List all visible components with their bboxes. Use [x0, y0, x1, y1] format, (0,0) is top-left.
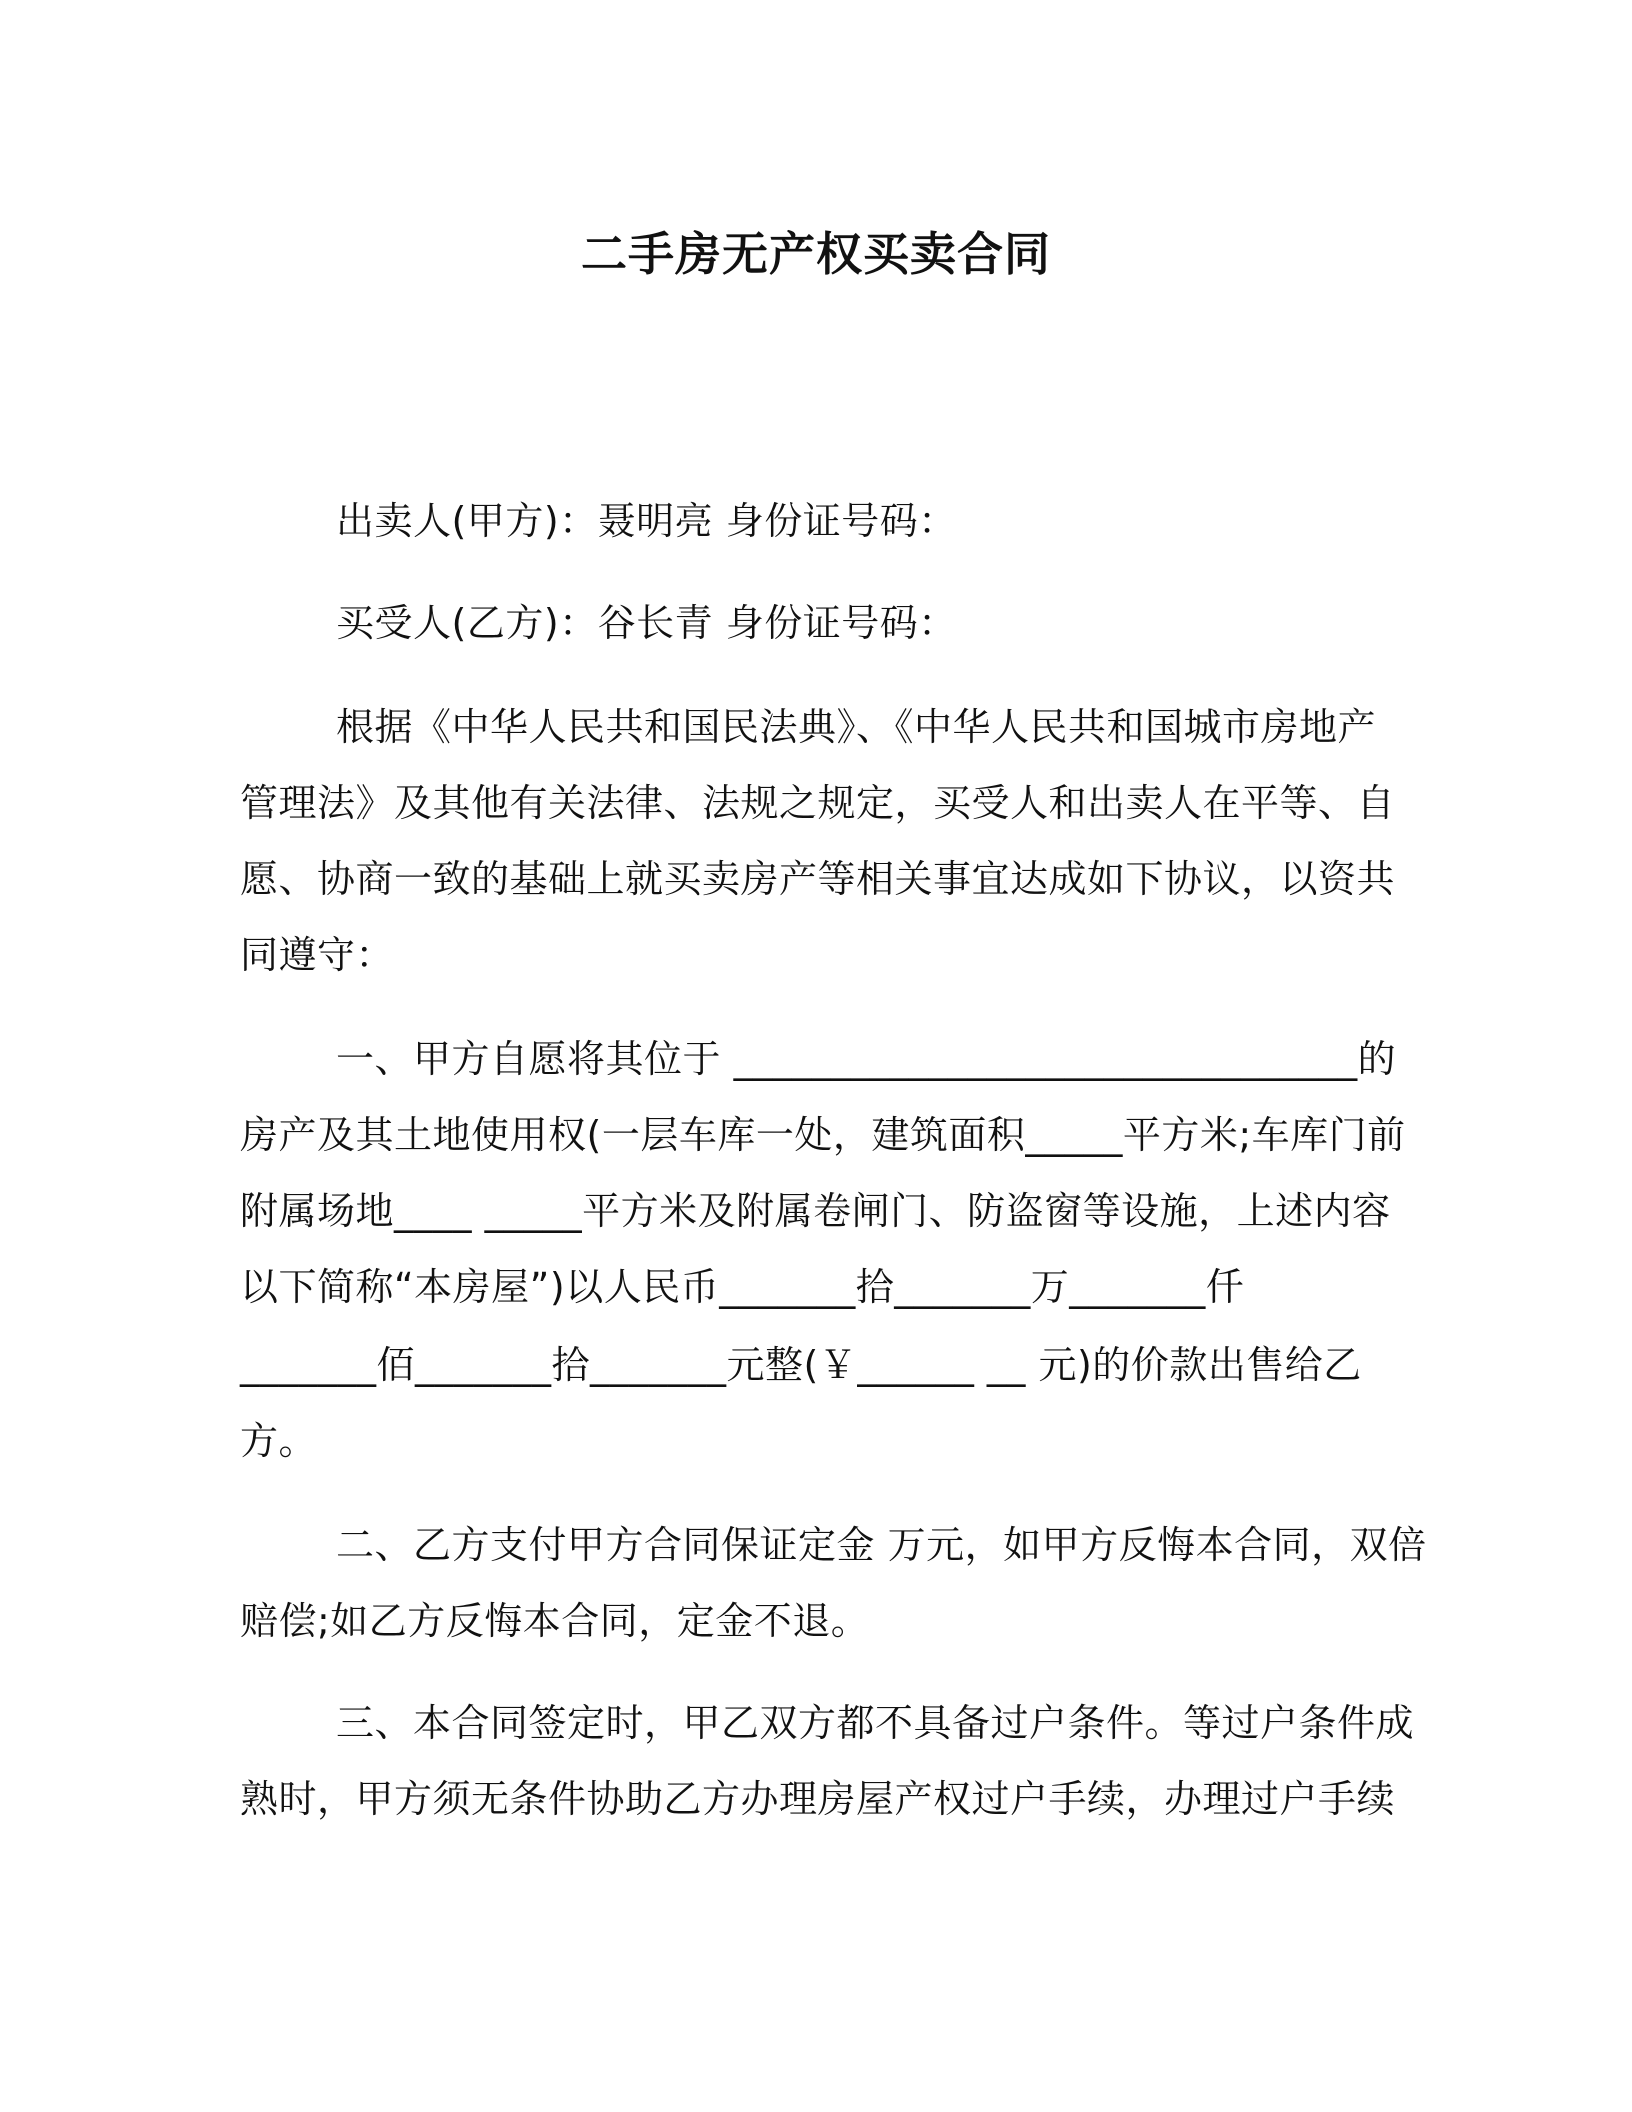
- buyer-line: 买受人(乙方)：谷长青 身份证号码：: [336, 601, 957, 645]
- clause-1-line-3: 附属场地____ _____平方米及附属卷闸门、防盗窗等设施，上述内容: [240, 1189, 1391, 1233]
- seller-line: 出卖人(甲方)：聂明亮 身份证号码：: [336, 499, 957, 543]
- clause-1-line-5: _______佰_______拾_______元整(￥______ __ 元)的价款出售给乙: [240, 1343, 1362, 1387]
- clause-1-line-6: 方。: [240, 1419, 318, 1463]
- clause-3-line-1: 三、本合同签定时，甲乙双方都不具备过户条件。等过户条件成: [336, 1701, 1415, 1745]
- clause-1-line-4: 以下简称“本房屋”)以人民币_______拾_______万_______仟: [240, 1265, 1245, 1309]
- preamble-line-4: 同遵守：: [240, 933, 395, 977]
- preamble-line-2: 管理法》及其他有关法律、法规之规定，买受人和出卖人在平等、自: [240, 781, 1396, 825]
- preamble-line-1: 根据《中华人民共和国民法典》、《中华人民共和国城市房地产: [336, 705, 1377, 749]
- clause-2-line-2: 赔偿;如乙方反悔本合同，定金不退。: [240, 1599, 870, 1643]
- preamble-line-3: 愿、协商一致的基础上就买卖房产等相关事宜达成如下协议，以资共: [240, 857, 1396, 901]
- clause-1-line-2: 房产及其土地使用权(一层车库一处，建筑面积_____平方米;车库门前: [240, 1113, 1406, 1157]
- clause-1-line-1: 一、甲方自愿将其位于 ________________________________的: [336, 1037, 1397, 1081]
- clause-2-line-1: 二、乙方支付甲方合同保证定金 万元，如甲方反悔本合同，双倍: [336, 1523, 1427, 1567]
- clause-3-line-2: 熟时，甲方须无条件协助乙方办理房屋产权过户手续，办理过户手续: [240, 1777, 1396, 1821]
- document-title: 二手房无产权买卖合同: [581, 227, 1051, 281]
